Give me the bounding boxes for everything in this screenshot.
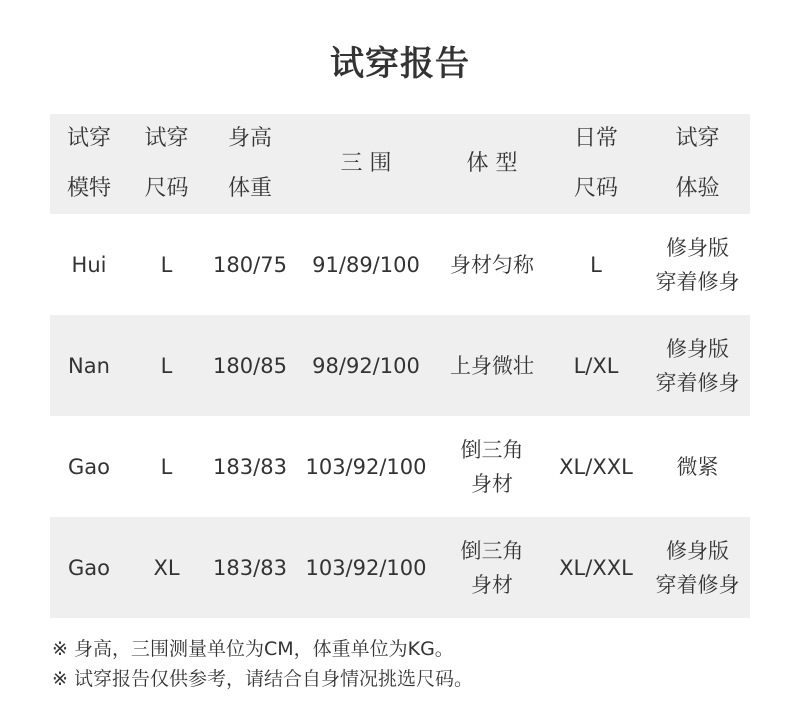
footnotes [52,634,473,694]
header-body-type [437,114,547,214]
header-line: 试穿 [675,126,720,151]
header-model [50,114,128,214]
cell-line: 身材 [471,471,513,496]
header-line: 三 围 [340,151,392,176]
cell-measurements: 98/92/100 [312,353,420,378]
header-experience [645,114,750,214]
cell-line: 穿着修身 [655,572,740,597]
cell-line: 上身微壮 [450,353,534,378]
cell-body-type [437,214,547,315]
cell-model: Gao [68,454,110,479]
cell-model: Hui [71,252,107,277]
table-row [50,517,750,618]
cell-line: 修身版 [666,235,729,260]
table-header-row [50,114,750,214]
table-row [50,214,750,315]
header-line: 体验 [675,176,720,201]
cell-height-weight: 180/85 [213,353,287,378]
header-line: 模特 [66,176,111,201]
header-line: 尺码 [144,176,189,201]
footnote-disclaimer: ※ 试穿报告仅供参考，请结合自身情况挑选尺码。 [52,668,473,690]
header-line: 体重 [227,176,272,201]
cell-experience [645,214,750,315]
header-line: 试穿 [144,126,189,151]
cell-daily-size: XL/XXL [559,555,633,580]
header-measurements [295,114,437,214]
cell-line: 微紧 [676,454,719,479]
cell-body-type [437,315,547,416]
cell-experience [645,416,750,517]
cell-line: 穿着修身 [655,370,740,395]
cell-size: L [160,454,173,479]
header-line: 试穿 [66,126,111,151]
header-daily-size [547,114,645,214]
cell-size: L [160,353,173,378]
cell-daily-size: XL/XXL [559,454,633,479]
footnote-units: ※ 身高，三围测量单位为CM，体重单位为KG。 [52,638,454,660]
cell-model: Gao [68,555,110,580]
header-line: 尺码 [573,176,618,201]
cell-experience [645,517,750,618]
cell-line: 倒三角 [460,437,524,462]
cell-height-weight: 180/75 [213,252,287,277]
cell-measurements: 91/89/100 [312,252,420,277]
cell-line: 修身版 [666,336,729,361]
table-row [50,315,750,416]
cell-line: 倒三角 [460,538,524,563]
page-title: 试穿报告 [330,44,470,84]
cell-measurements: 103/92/100 [305,454,427,479]
header-line: 身高 [227,126,272,151]
cell-line: 身材 [471,572,513,597]
cell-height-weight: 183/83 [213,555,287,580]
cell-line: 修身版 [666,538,729,563]
cell-size: L [160,252,173,277]
cell-experience [645,315,750,416]
table-row [50,416,750,517]
cell-line: 穿着修身 [655,269,740,294]
header-height-weight [205,114,295,214]
cell-height-weight: 183/83 [213,454,287,479]
cell-measurements: 103/92/100 [305,555,427,580]
cell-body-type [437,416,547,517]
cell-body-type [437,517,547,618]
header-line: 日常 [573,126,618,151]
cell-daily-size: L/XL [573,353,619,378]
header-line: 体 型 [466,151,518,176]
fit-report-table [50,114,750,618]
cell-daily-size: L [590,252,602,277]
cell-line: 身材匀称 [450,252,534,277]
cell-model: Nan [68,353,110,378]
cell-size: XL [153,555,180,580]
header-size [128,114,205,214]
